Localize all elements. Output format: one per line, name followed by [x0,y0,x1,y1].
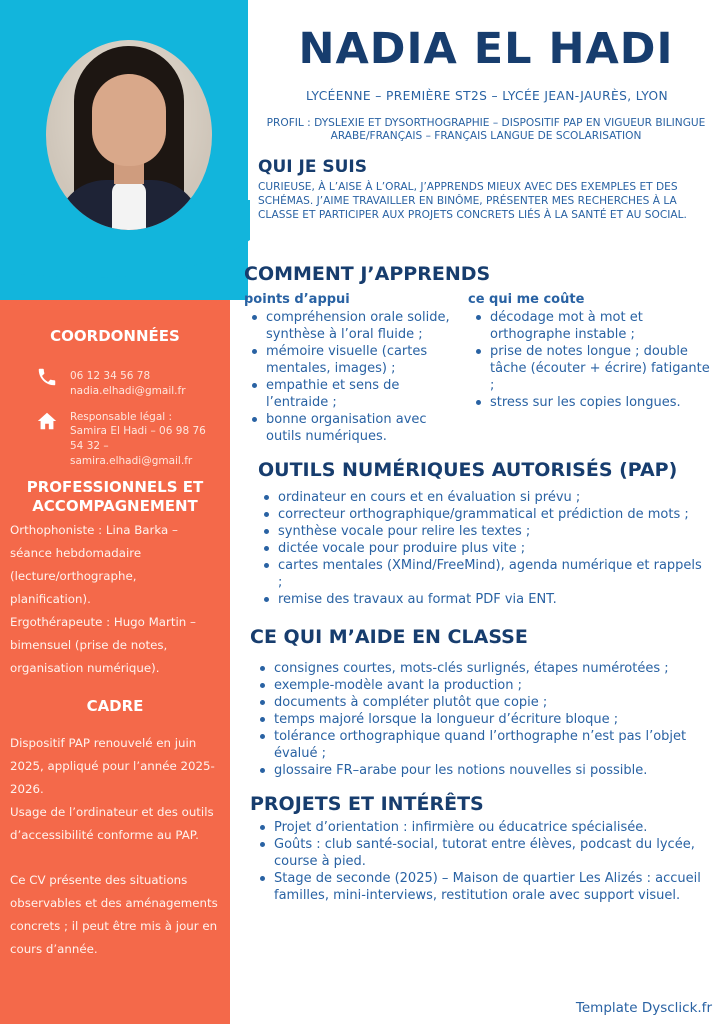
subtitle: LYCÉENNE – PREMIÈRE ST2S – LYCÉE JEAN-JAURÈS, LYON [305,89,669,103]
email-address: nadia.elhadi@gmail.fr [70,385,186,397]
person-name: NADIA EL HADI [298,24,674,74]
list-item: bonne organisation avec outils numériques. [248,411,462,445]
list-item: ordinateur en cours et en évaluation si prévu ; [260,489,710,506]
pros-occupational-therapist: Ergothérapeute : Hugo Martin – bimensuel (prise de notes, organisation numérique). [10,615,196,675]
footer-credit: Template Dysclick.fr [575,1000,712,1016]
list-item: cartes mentales (XMind/FreeMind), agenda numérique et rappels ; [260,557,710,591]
list-item: glossaire FR–arabe pour les notions nouvelles si possible. [256,762,712,779]
list-item: synthèse vocale pour relire les textes ; [260,523,710,540]
about-title: QUI JE SUIS [258,157,367,177]
pros-speech-therapist: Orthophoniste : Lina Barka – séance hebdomadaire (lecture/orthographe, planification). [10,523,178,606]
list-item: Stage de seconde (2025) – Maison de quartier Les Alizés : accueil familles, mini-interviews, restitution orale avec support visuel. [256,870,706,904]
guardian-email: samira.elhadi@gmail.fr [70,455,193,467]
cadre-text-3: Ce CV présente des situations observables et des aménagements concrets ; il peut être mis à jour en cours d’année. [10,873,218,956]
list-item: temps majoré lorsque la longueur d’écriture bloque ; [256,711,712,728]
home-icon [36,410,58,432]
list-item: dictée vocale pour produire plus vite ; [260,540,710,557]
projects-title: PROJETS ET INTÉRÊTS [250,793,484,815]
help-list [256,660,712,779]
list-item: Goûts : club santé-social, tutorat entre élèves, podcast du lycée, course à pied. [256,836,706,870]
difficulties-list [472,309,712,411]
guardian-phone: 54 32 – [70,440,109,452]
tools-title: OUTILS NUMÉRIQUES AUTORISÉS (PAP) [258,459,678,481]
cadre-text-1: Dispositif PAP renouvelé en juin 2025, appliqué pour l’année 2025-2026. [10,736,215,796]
about-text: CURIEUSE, À L’AISE À L’ORAL, J’APPRENDS MIEUX AVEC DES EXEMPLES ET DES SCHÉMAS. J’AIME TRAVAILLER EN BINÔME, PRÉSENTER MES RECHERCHES À LA CLASSE ET PARTICIPER AUX PROJETS CONCRETS LIÉS À LA SANTÉ ET AU SOCIAL. [258,181,687,221]
phone-icon [36,366,58,388]
list-item: documents à compléter plutôt que copie ; [256,694,712,711]
strengths-title: points d’appui [244,292,350,307]
list-item: tolérance orthographique quand l’orthographe n’est pas l’objet évalué ; [256,728,712,762]
list-item: mémoire visuelle (cartes mentales, images) ; [248,343,462,377]
list-item: décodage mot à mot et orthographe instable ; [472,309,712,343]
tools-list [260,489,710,608]
strengths-list [248,309,462,445]
profile-photo [46,40,212,230]
list-item: correcteur orthographique/grammatical et prédiction de mots ; [260,506,710,523]
cadre-title: CADRE [86,697,144,715]
pros-title: PROFESSIONNELS ET ACCOMPAGNEMENT [26,478,204,515]
list-item: compréhension orale solide, synthèse à l’oral fluide ; [248,309,462,343]
learning-title: COMMENT J’APPRENDS [244,263,491,285]
list-item: consignes courtes, mots-clés surlignés, étapes numérotées ; [256,660,712,677]
contact-title: COORDONNÉES [50,327,180,345]
list-item: exemple-modèle avant la production ; [256,677,712,694]
phone-number: 06 12 34 56 78 [70,370,151,382]
list-item: prise de notes longue ; double tâche (écouter + écrire) fatigante ; [472,343,712,394]
projects-list [256,819,706,904]
list-item: empathie et sens de l’entraide ; [248,377,462,411]
difficulties-title: ce qui me coûte [468,292,585,307]
list-item: Projet d’orientation : infirmière ou éducatrice spécialisée. [256,819,706,836]
guardian-name: Samira El Hadi – 06 98 76 [70,425,206,437]
list-item: stress sur les copies longues. [472,394,712,411]
help-title: CE QUI M’AIDE EN CLASSE [250,626,528,648]
guardian-label: Responsable légal : [70,411,173,423]
profile-line: PROFIL : DYSLEXIE ET DYSORTHOGRAPHIE – DISPOSITIF PAP EN VIGUEUR BILINGUE ARABE/FRANÇAIS – FRANÇAIS LANGUE DE SCOLARISATION [266,117,706,142]
list-item: remise des travaux au format PDF via ENT. [260,591,710,608]
cadre-text-2: Usage de l’ordinateur et des outils d’accessibilité conforme au PAP. [10,805,214,842]
